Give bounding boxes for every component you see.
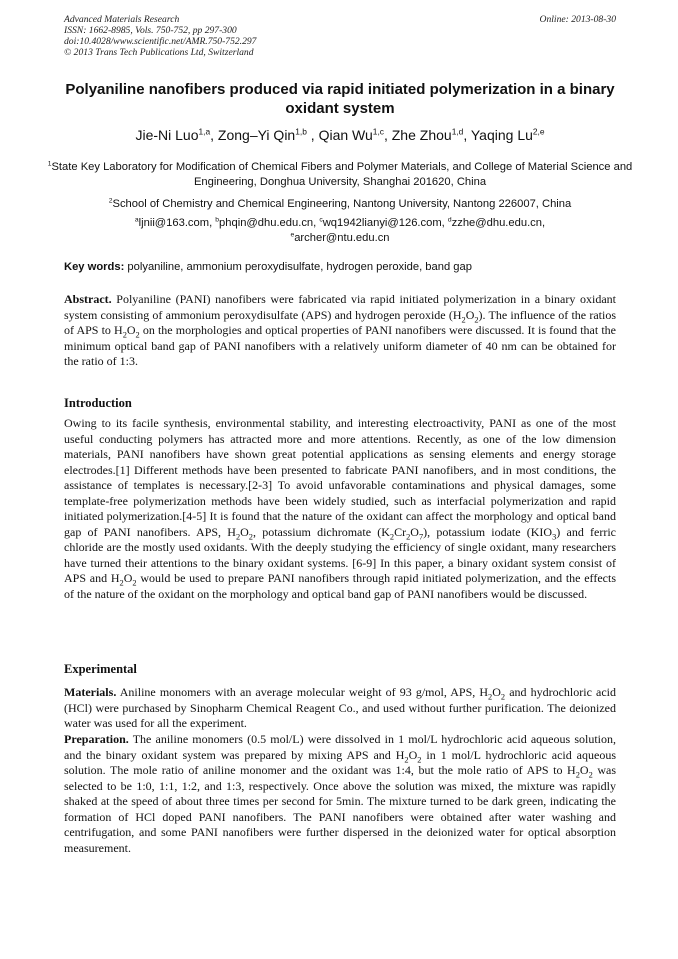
author-separator: , <box>383 127 392 143</box>
subscript: 2 <box>461 314 466 324</box>
paragraph-text: O <box>240 524 249 539</box>
affiliation-1 <box>40 160 640 190</box>
email-address: phqin@dhu.edu.cn, <box>219 217 320 229</box>
preparation-paragraph <box>64 732 616 856</box>
subscript: 2 <box>235 531 241 541</box>
journal-doi: doi:10.4028/www.scientific.net/AMR.750-752.297 <box>64 36 257 47</box>
subscript: 2 <box>406 531 411 541</box>
introduction-heading: Introduction <box>64 396 132 410</box>
abstract-text: O <box>465 307 475 322</box>
affiliation-marker: 2 <box>108 197 113 205</box>
subscript: 2 <box>135 330 140 340</box>
subscript: 2 <box>248 531 253 541</box>
affiliation-text: School of Chemistry and Chemical Engineering, Nantong University, Nantong 226007, China <box>112 198 572 210</box>
keywords-text: polyaniline, ammonium peroxydisulfate, hydrogen peroxide, band gap <box>124 261 472 273</box>
paragraph-text: , potassium dichromate (K <box>252 524 390 539</box>
paper-title: Polyaniline nanofibers produced via rapid initiated polymerization in a binary oxidant system <box>65 81 615 117</box>
email-address: archer@ntu.edu.cn <box>294 232 390 244</box>
abstract-text: Polyaniline (PANI) nanofibers were fabricated via rapid initiated polymerization in a binary oxidant system consisting of ammonium peroxydisulfate (APS) and hydrogen peroxide (H <box>64 292 616 322</box>
paragraph-text: and hydrochloric acid (HCl) were purchased by Sinopharm Chemical Reagent Co., and used without further purification. The deionized water was used for all the experiment. <box>64 685 616 730</box>
author-separator: , <box>210 127 218 143</box>
keywords-label: Key words: <box>64 261 125 273</box>
author-affiliation-marker: 1,c <box>372 126 384 137</box>
abstract-text: ). The influence of the ratios of APS to H <box>64 307 616 337</box>
email-marker: a <box>134 216 139 224</box>
experimental-heading: Experimental <box>64 662 137 676</box>
subscript: 2 <box>417 754 422 764</box>
author-name: Zhe Zhou <box>391 127 452 143</box>
author-affiliation-marker: 1,d <box>451 126 464 137</box>
online-date: Online: 2013-08-30 <box>539 14 616 25</box>
paragraph-text: was selected to be 1:0, 1:1, 1:2, and 1:3, respectively. Once above the solution was mixed, the mixture was rapidly shaked at the speed of about three times per second for 5min. The mixture turned to be dark green, indicating the formation of HCl doped PANI nanofibers. The PANI nanofibers were obtained after water washing and centrifugation, and some PANI nanofibers were further dispersed in the deionized water for optical absorption measurement. <box>64 763 616 855</box>
author-affiliation-marker: 2,e <box>532 126 545 137</box>
subscript: 7 <box>418 531 424 541</box>
subscript: 2 <box>132 578 137 588</box>
email-marker: d <box>447 216 452 224</box>
abstract-text: on the morphologies and optical properties of PANI nanofibers were discussed. It is found that the minimum optical band gap of PANI nanofibers with a relatively uniform diameter of 40 nm can be obtained for the ratio of 1:3. <box>64 323 616 368</box>
affiliation-2 <box>40 197 640 212</box>
paragraph-text: would be used to prepare PANI nanofibers through rapid initiated polymerization, and the effects of the nature of the oxidant on the morphology and optical band gap of PANI nanofibers would be discussed. <box>64 571 616 601</box>
author-name: Yaqing Lu <box>470 127 533 143</box>
journal-info <box>64 14 616 58</box>
email-marker: e <box>290 231 295 239</box>
author-name: Jie-Ni Luo <box>135 127 199 143</box>
author-separator: , <box>306 127 319 143</box>
subscript: 3 <box>552 531 557 541</box>
journal-header <box>64 14 616 58</box>
author-separator: , <box>463 127 471 143</box>
paragraph-text: O <box>579 763 589 777</box>
paragraph-text: Cr <box>394 524 407 539</box>
subscript: 2 <box>122 330 127 340</box>
author-list <box>40 126 640 144</box>
email-marker: c <box>319 216 323 224</box>
subscript: 2 <box>474 314 479 324</box>
materials-paragraph <box>64 685 616 732</box>
keywords <box>64 260 624 275</box>
paragraph-text: O <box>123 571 133 585</box>
paragraph-text: ), potassium iodate (KIO <box>423 524 553 539</box>
email-address: wq1942lianyi@126.com, <box>322 217 448 229</box>
subscript: 2 <box>588 770 593 780</box>
author-emails <box>40 216 640 246</box>
paragraph-text: O <box>492 685 501 699</box>
paragraph-text: Aniline monomers with an average molecular weight of 93 g/mol, APS, H <box>116 685 489 699</box>
author-name: Qian Wu <box>318 127 373 143</box>
email-address: zzhe@dhu.edu.cn, <box>451 217 546 229</box>
introduction-text <box>64 416 616 602</box>
email-marker: b <box>215 216 220 224</box>
abstract-label: Abstract. <box>64 292 112 306</box>
email-address: ljnii@163.com, <box>138 217 216 229</box>
affiliation-marker: 1 <box>47 160 52 168</box>
author-affiliation-marker: 1,b <box>295 126 307 137</box>
abstract <box>64 292 616 370</box>
abstract-text: O <box>126 323 136 337</box>
paragraph-text: The aniline monomers (0.5 mol/L) were dissolved in 1 mol/L hydrochloric acid aqueous solution, and the binary oxidant system was prepared by mixing APS and H <box>64 732 616 762</box>
subscript: 2 <box>119 578 124 588</box>
author-name: Zong–Yi Qin <box>217 127 296 143</box>
paragraph-text: ) and ferric chloride are the mostly used oxidants. With the deeply studying the efficiency of single oxidant, many researchers have turned their attentions to the binary oxidant systems. [6-9] In this paper, a binary oxidant system consist of APS and H <box>64 524 616 585</box>
subscript: 2 <box>389 531 395 541</box>
subscript: 2 <box>488 692 493 702</box>
journal-name: Advanced Materials Research <box>64 14 180 25</box>
preparation-label: Preparation. <box>64 732 129 746</box>
journal-copyright: © 2013 Trans Tech Publications Ltd, Switzerland <box>64 47 254 58</box>
paragraph-text: O <box>410 524 419 539</box>
author-affiliation-marker: 1,a <box>198 126 211 137</box>
materials-label: Materials. <box>64 685 117 699</box>
journal-issn: ISSN: 1662-8985, Vols. 750-752, pp 297-300 <box>64 25 237 36</box>
paragraph-text: in 1 mol/L hydrochloric acid aqueous solution. The mole ratio of aniline monomer and the oxidant was 1:4, but the mole ratio of APS to H <box>64 747 616 777</box>
subscript: 2 <box>500 692 506 702</box>
paragraph-text: O <box>408 747 418 762</box>
subscript: 2 <box>404 754 409 764</box>
subscript: 2 <box>575 770 580 780</box>
paragraph-text: Owing to its facile synthesis, environmental stability, and interesting electroactivity, PANI as one of the most useful conducting polymers has attracted more and more attentions. Recently, as one of the low dimension materials, PANI nanofibers have shown great potential applications as sensing elements and energy storage electrodes.[1] Different methods have been presented to fabricate PANI nanofibers, and in most conditions, the assistance of templates is necessary.[2-3] To avoid unfavorable contaminations and physical damages, some template-free polymerization methods have been widely studied, such as interfacial polymerization and rapid initiated polymerization.[4-5] It is found that the nature of the oxidant can affect the morphology and optical band gap of PANI nanofibers. APS, H <box>64 416 616 539</box>
affiliation-text: State Key Laboratory for Modification of Chemical Fibers and Polymer Materials, and College of Material Science and Engineering, Donghua University, Shanghai 201620, China <box>51 161 633 188</box>
